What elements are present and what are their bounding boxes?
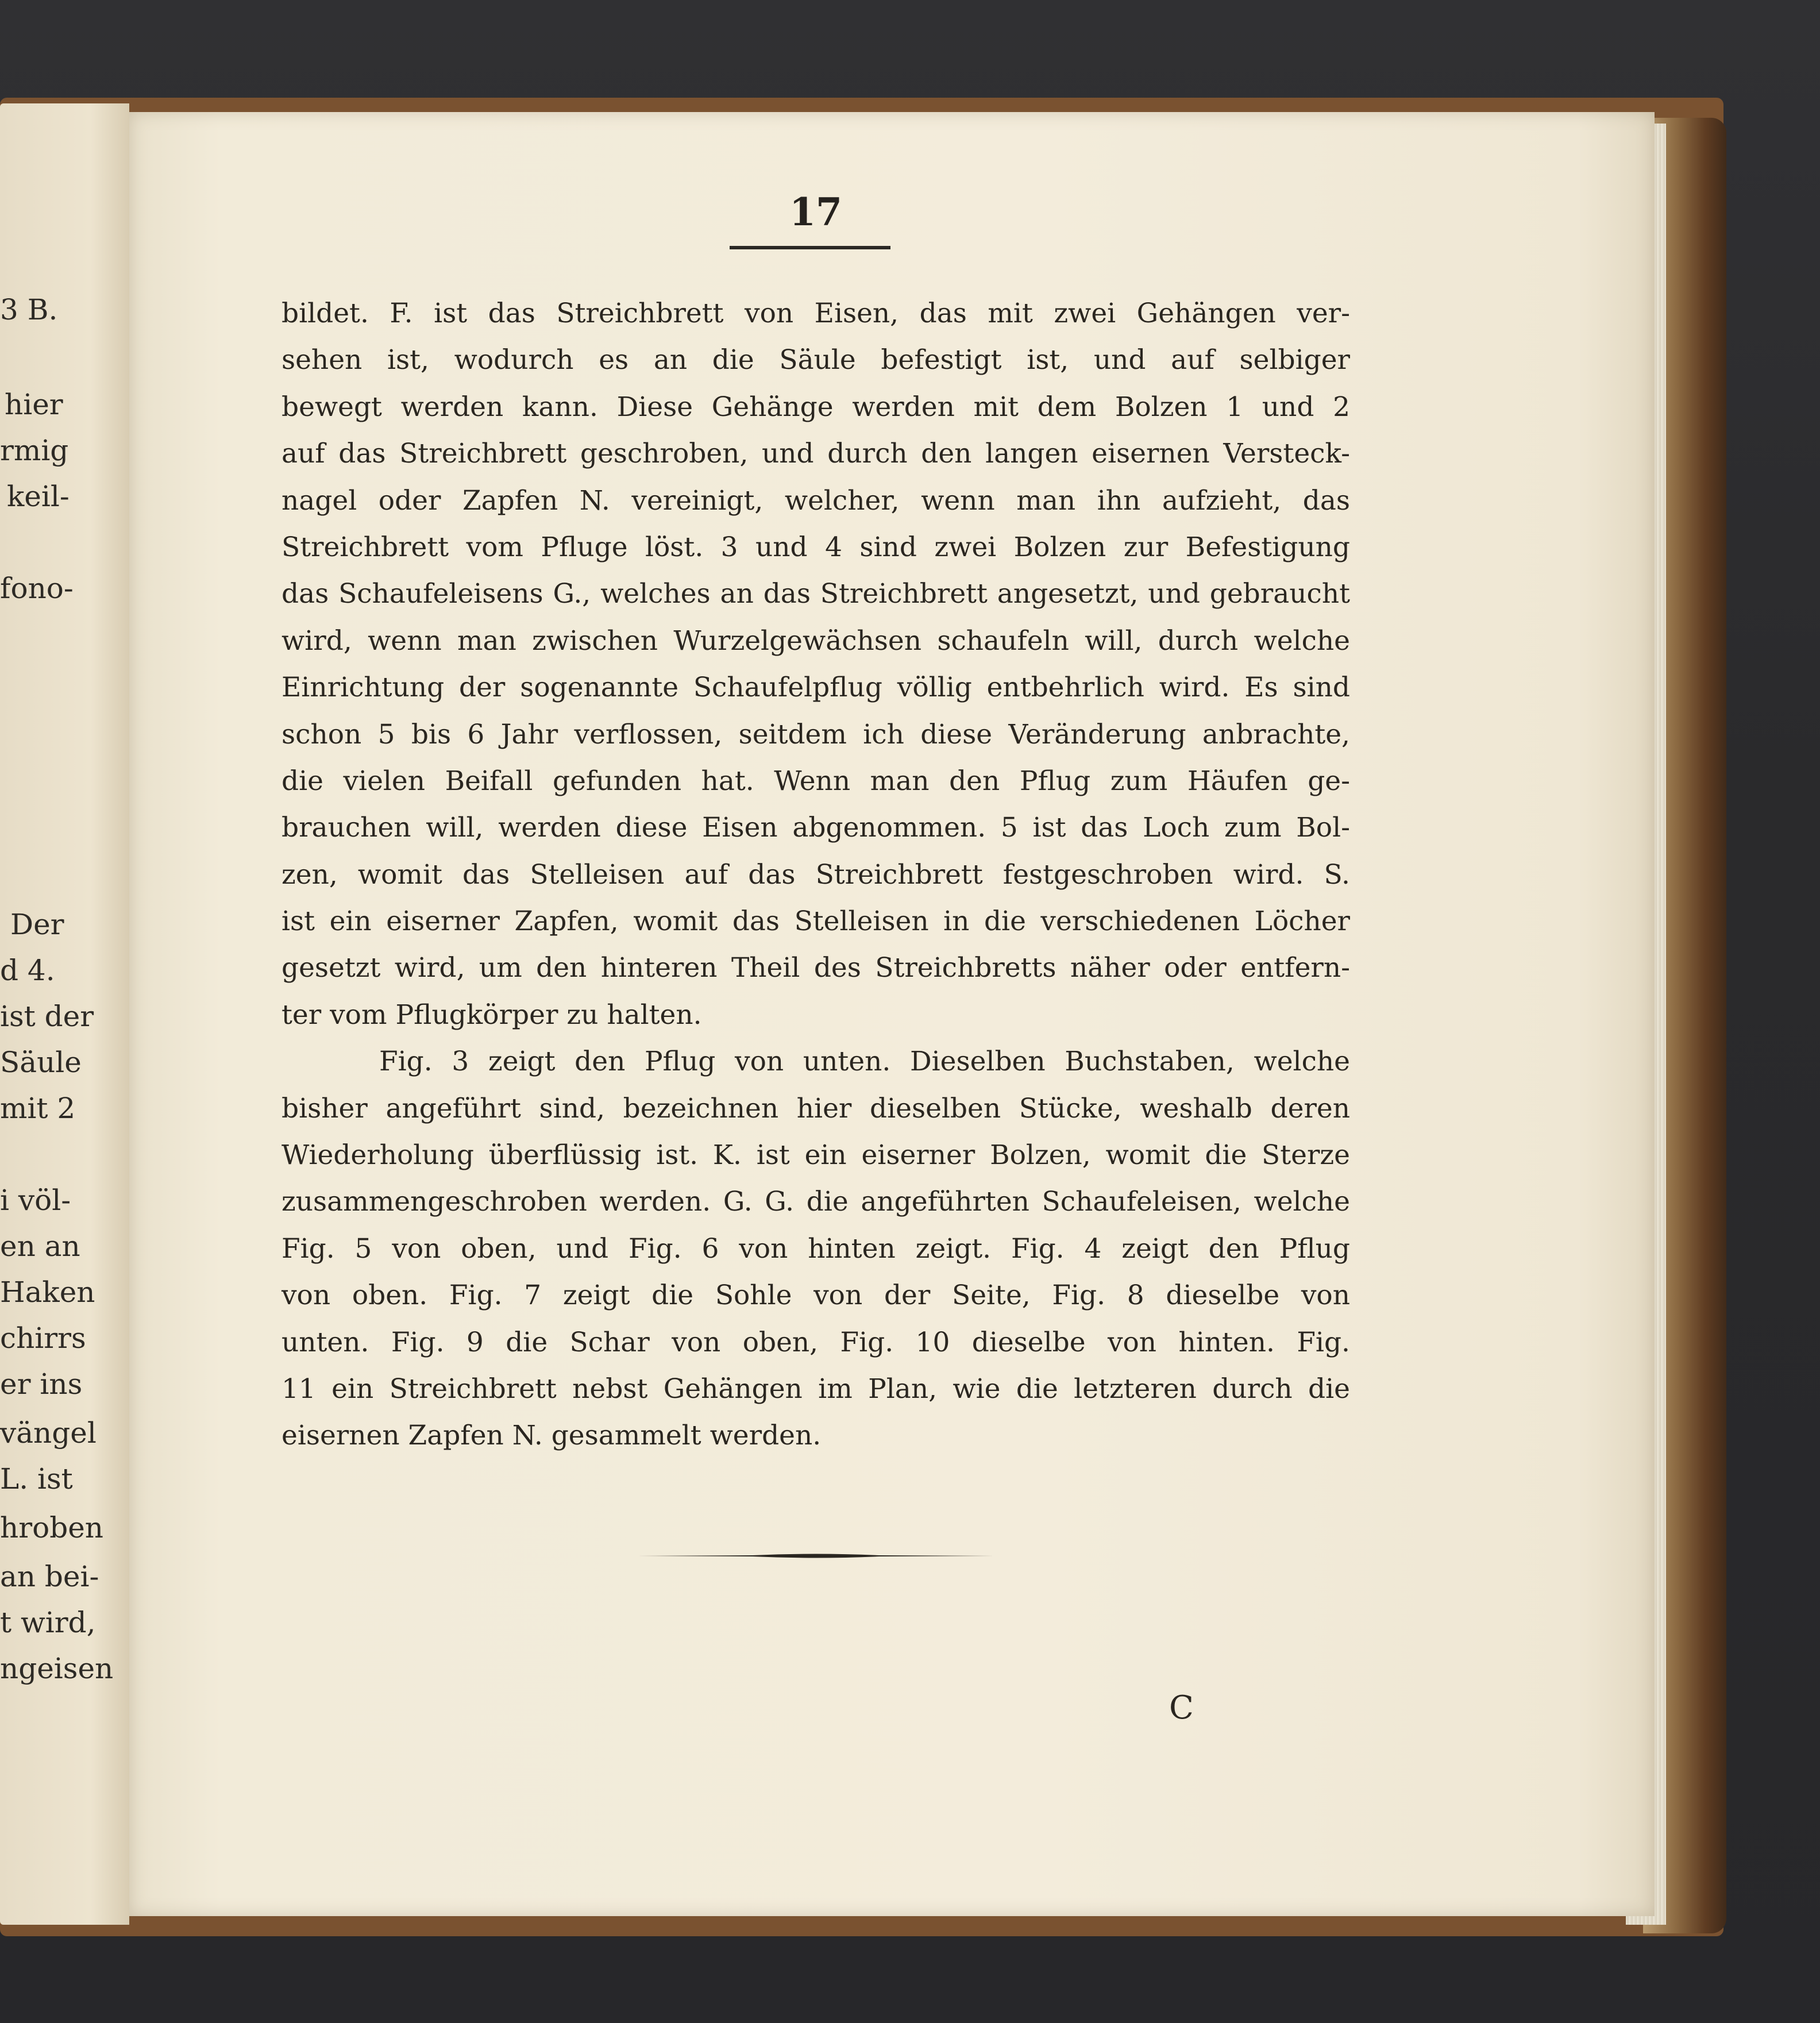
- left-fragment: L. ist: [0, 1462, 73, 1496]
- text-line: von oben. Fig. 7 zeigt die Sohle von der Seite, Fig. 8 dieselbe von: [282, 1280, 1350, 1312]
- left-fragment: chirrs: [0, 1321, 86, 1355]
- text-line: wird, wenn man zwischen Wurzelgewächsen schaufeln will, durch welche: [282, 625, 1350, 657]
- left-fragment: en an: [0, 1230, 80, 1263]
- text-line: auf das Streichbrett geschroben, und durch den langen eisernen Versteck-: [282, 438, 1350, 470]
- left-fragment: rmig: [0, 434, 69, 467]
- text-line: 11 ein Streichbrett nebst Gehängen im Plan, wie die letzteren durch die: [282, 1373, 1350, 1405]
- left-fragment: hier: [5, 388, 63, 421]
- text-line: ter vom Pflugkörper zu halten.: [282, 999, 702, 1031]
- left-fragment: an bei-: [0, 1560, 99, 1593]
- left-fragment: Der: [10, 908, 64, 941]
- text-line: Wiederholung überflüssig ist. K. ist ein eiserner Bolzen, womit die Sterze: [282, 1139, 1350, 1172]
- left-fragment: fono-: [0, 572, 74, 605]
- text-line: zen, womit das Stelleisen auf das Streichbrett festgeschroben wird. S.: [282, 858, 1350, 891]
- left-fragment: Haken: [0, 1276, 95, 1309]
- left-fragment: d 4.: [0, 954, 55, 987]
- text-line: die vielen Beifall gefunden hat. Wenn man den Pflug zum Häufen ge-: [282, 765, 1350, 797]
- page-number: 17: [789, 190, 842, 234]
- left-fragment: ngeisen: [0, 1652, 114, 1685]
- text-line: das Schaufeleisens G., welches an das Streichbrett angesetzt, und gebraucht: [282, 578, 1350, 610]
- left-fragment: keil-: [7, 480, 70, 513]
- text-line: Fig. 3 zeigt den Pflug von unten. Dieselben Buchstaben, welche: [379, 1046, 1350, 1078]
- text-line: schon 5 bis 6 Jahr verflossen, seitdem ich diese Veränderung anbrachte,: [282, 718, 1350, 750]
- left-fragment: vängel: [0, 1416, 97, 1450]
- text-line: gesetzt wird, um den hinteren Theil des Streichbretts näher oder entfern-: [282, 952, 1350, 984]
- signature-mark: C: [1169, 1689, 1194, 1727]
- left-fragment: 3 B.: [0, 293, 58, 326]
- left-page: [0, 103, 129, 1925]
- left-fragment: i völ-: [0, 1184, 71, 1217]
- text-line: bildet. F. ist das Streichbrett von Eisen, das mit zwei Gehängen ver-: [282, 298, 1350, 329]
- left-fragment: mit 2: [0, 1092, 76, 1125]
- text-line: nagel oder Zapfen N. vereinigt, welcher, wenn man ihn aufzieht, das: [282, 484, 1350, 517]
- header-rule: [730, 246, 890, 249]
- left-fragment: hroben: [0, 1511, 104, 1544]
- left-fragment: ist der: [0, 1000, 94, 1033]
- text-line: ist ein eiserner Zapfen, womit das Stelleisen in die verschiedenen Löcher: [282, 905, 1350, 938]
- left-fragment: t wird,: [0, 1606, 96, 1639]
- text-line: bewegt werden kann. Diese Gehänge werden mit dem Bolzen 1 und 2: [282, 391, 1350, 423]
- body-text: [282, 290, 1350, 1459]
- text-line: unten. Fig. 9 die Schar von oben, Fig. 10 dieselbe von hinten. Fig.: [282, 1326, 1350, 1358]
- text-line: Einrichtung der sogenannte Schaufelpflug völlig entbehrlich wird. Es sind: [282, 672, 1350, 704]
- text-line: Fig. 5 von oben, und Fig. 6 von hinten zeigt. Fig. 4 zeigt den Pflug: [282, 1232, 1350, 1265]
- text-line: bisher angeführt sind, bezeichnen hier dieselben Stücke, weshalb deren: [282, 1092, 1350, 1124]
- text-line: sehen ist, wodurch es an die Säule befestigt ist, und auf selbiger: [282, 344, 1350, 376]
- ornamental-rule: [638, 1551, 994, 1560]
- text-line: zusammengeschroben werden. G. G. die angeführten Schaufeleisen, welche: [282, 1186, 1350, 1218]
- left-fragment: Säule: [0, 1046, 82, 1079]
- text-line: eisernen Zapfen N. gesammelt werden.: [282, 1420, 822, 1452]
- text-line: brauchen will, werden diese Eisen abgenommen. 5 ist das Loch zum Bol-: [282, 812, 1350, 844]
- text-line: Streichbrett vom Pfluge löst. 3 und 4 sind zwei Bolzen zur Befestigung: [282, 531, 1350, 563]
- left-fragment: er ins: [0, 1367, 83, 1401]
